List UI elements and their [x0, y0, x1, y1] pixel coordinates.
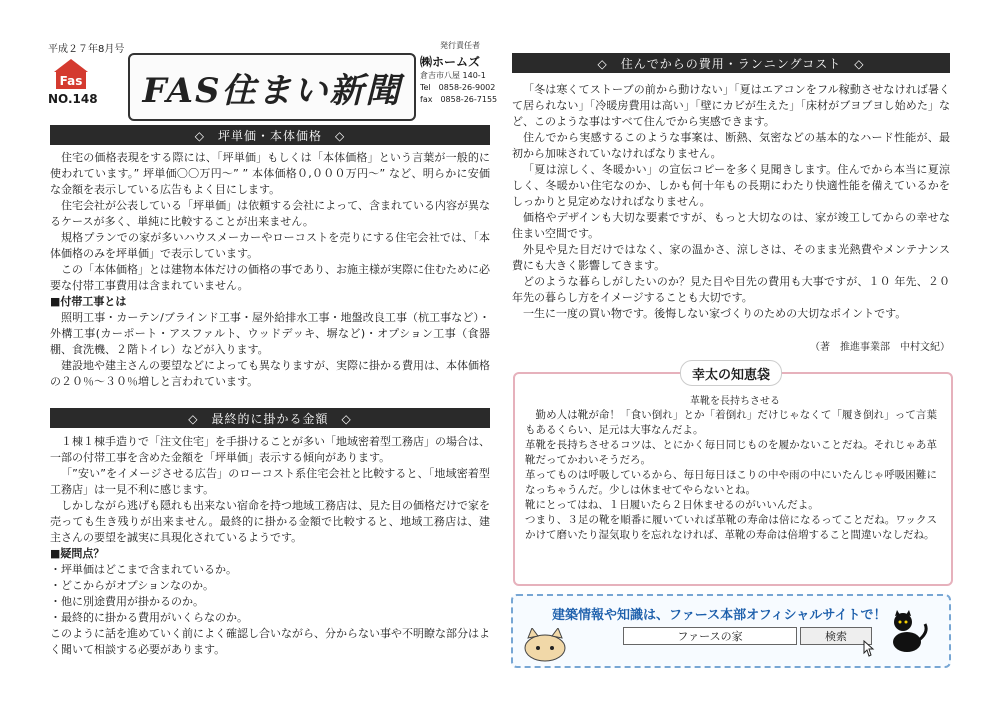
section1-paragraph: 規格プランでの家が多いハウスメーカーやローコストを売りにする住宅会社では、「本体価格のみを坪単価」で表示しています。: [50, 231, 490, 260]
column-line: 靴にとってはね、１日履いたら２日休ませるのがいいんだよ。: [525, 499, 819, 511]
issue-date: 平成２７年8月号: [48, 44, 125, 55]
section3-paragraph: 価格やデザインも大切な要素ですが、もっと大切なのは、家が竣工してからの幸せな住まい空間です。: [512, 211, 950, 240]
section3-paragraph: 「夏は涼しく、冬暖かい」の宣伝コピーを多く見聞きします。住んでから本当に夏涼しく、冬暖かい住宅なのか、しかも何十年もの長期にわたり快適性能を備えているかをしっかりと見定めなければなりません。: [512, 163, 950, 208]
masthead: [128, 53, 416, 121]
section1-paragraph: この「本体価格」とは建物本体だけの価格の事であり、お施主様が実際に住むために必要な付帯工事費用は含まれていません。: [50, 263, 490, 292]
section1-paragraph: 住宅の価格表現をする際には、「坪単価」もしくは「本体価格」という言葉が一般的に使われています。” 坪単価〇〇万円～” ” 本体価格０,０００万円～” など、明らかに安価な金額を表示している広告もよく目にします。: [50, 151, 490, 196]
section-title-bar: [512, 53, 950, 73]
section3-paragraph: どのような暮らしがしたいのか？見た目や目先の費用も大事ですが、１０ 年先、２０年先の暮らし方をイメージすることも大切です。: [512, 275, 950, 304]
publisher-address: 倉吉市八屋 140-1: [420, 71, 486, 80]
section1-body: [50, 150, 490, 390]
section-title-bar: [50, 408, 490, 428]
section2-title: ◇ 最終的に掛かる金額 ◇: [178, 410, 361, 427]
section1-items: 照明工事・カーテン/ブラインド工事・屋外給排水工事・地盤改良工事（杭工事など）・外構工事(カーポート・アスファルト、ウッドデッキ、塀など)・オプション工事（食器棚、食洗機、２階トイレ）などが入ります。: [50, 311, 490, 356]
section2-subheading: ■疑問点？: [50, 547, 105, 560]
search-input[interactable]: ファースの家: [623, 627, 797, 645]
section1-closing: 建設地や建主さんの要望などによっても異なりますが、実際に掛かる費用は、本体価格の２０％～３０％増しと言われています。: [50, 359, 490, 388]
publisher-tel: Tel 0858-26-9002: [420, 83, 496, 92]
section3-credit: （著 推進事業部 中村文紀）: [810, 342, 950, 353]
section2-paragraph: しかしながら逃げも隠れも出来ない宿命を持つ地域工務店は、見た目の価格だけで家を売っても生き残りが出来ません。最終的に掛かる金額で比較すると、地域工務店は、建主さんの要望を誠実に具現化されているようです。: [50, 499, 490, 544]
black-cat-icon: [885, 610, 929, 658]
section3-paragraph: 一生に一度の買い物です。後悔しない家づくりのための大切なポイントです。: [523, 307, 907, 320]
section1-title: ◇ 坪単価・本体価格 ◇: [185, 127, 355, 144]
publisher-fax: fax 0858-26-7155: [420, 95, 498, 104]
question-item: ・他に別途費用が掛かるのか。: [50, 595, 204, 608]
fas-logo-icon: [50, 56, 92, 92]
section3-paragraph: 外見や見た目だけではなく、家の温かさ、涼しさは、そのまま光熱費やメンテナンス費にも大きく影響してきます。: [512, 243, 950, 272]
section2-paragraph: １棟１棟手造りで「注文住宅」を手掛けることが多い「地域密着型工務店」の場合は、一部の付帯工事を含めた金額を「坪単価」表示する傾向があります。: [50, 435, 490, 464]
section2-body: [50, 434, 490, 658]
section3-body: [512, 82, 950, 322]
publisher-name: ㈱ホームズ: [420, 55, 481, 69]
search-button[interactable]: 検索: [800, 627, 872, 645]
section2-closing: このように話を進めていく前によく確認し合いながら、分からない事や不明瞭な部分はよく聞いて相談する必要があります。: [50, 627, 490, 656]
publisher-label: 発行責任者: [440, 41, 480, 50]
promo-title: 建築情報や知識は、ファース本部オフィシャルサイトで！: [552, 608, 887, 623]
masthead-title: FAS住まい新聞: [142, 70, 402, 111]
section1-subheading: ■付帯工事とは: [50, 295, 127, 308]
column-body: [525, 408, 937, 543]
question-item: ・坪単価はどこまで含まれているか。: [50, 563, 237, 576]
mouse-cursor-icon: [860, 640, 876, 658]
cat-mascot-icon: [520, 628, 570, 662]
column-line: 勤め人は靴が命！「食い倒れ」とか「着倒れ」だけじゃなくて「履き倒れ」って言葉もあるくらい、足元は大事なんだよ。: [525, 409, 937, 436]
section3-title: ◇ 住んでからの費用・ランニングコスト ◇: [588, 55, 875, 72]
column-line: つまり、３足の靴を順番に履いていれば革靴の寿命は倍になるってことだね。ワックスかけて磨いたり湿気取りを忘れなければ、革靴の寿命は倍増すること間違いなしだね。: [525, 514, 937, 541]
question-item: ・最終的に掛かる費用がいくらなのか。: [50, 611, 248, 624]
section1-paragraph: 住宅会社が公表している「坪単価」は依頼する会社によって、含まれている内容が異なるケースが多く、単純に比較することが出来ません。: [50, 199, 490, 228]
section3-paragraph: 住んでから実感するこのような事案は、断熱、気密などの基本的なハード性能が、最初から加味されていなければなりません。: [512, 131, 950, 160]
issue-number: NO.148: [48, 92, 98, 106]
column-line: 革ってものは呼吸しているから、毎日毎日ほこりの中や雨の中にいたんじゃ呼吸困難になっちゃうんだ。少しは休ませてやらないとね。: [525, 469, 937, 496]
section2-paragraph: 「”安い”をイメージさせる広告」のローコスト系住宅会社と比較すると、「地域密着型工務店」は一見不利に感じます。: [50, 467, 490, 496]
publisher-block: [420, 40, 500, 106]
question-item: ・どこからがオプションなのか。: [50, 579, 215, 592]
section-title-bar: [50, 125, 490, 145]
column-subtitle: 革靴を長持ちさせる: [690, 396, 780, 407]
column-title: 幸太の知恵袋: [680, 360, 782, 386]
section3-paragraph: 「冬は寒くてストーブの前から動けない」「夏はエアコンをフル稼動させなければ暑くて居られない」「冷暖房費用は高い」「壁にカビが生えた」「床材がブヨブヨし始めた」など、このような事はすべて住んでから実感できます。: [512, 83, 950, 128]
logo-text: Fas: [59, 74, 83, 88]
column-line: 革靴を長持ちさせるコツは、とにかく毎日同じものを履かないことだね。それじゃあ革靴だってかわいそうだろ。: [525, 439, 937, 466]
